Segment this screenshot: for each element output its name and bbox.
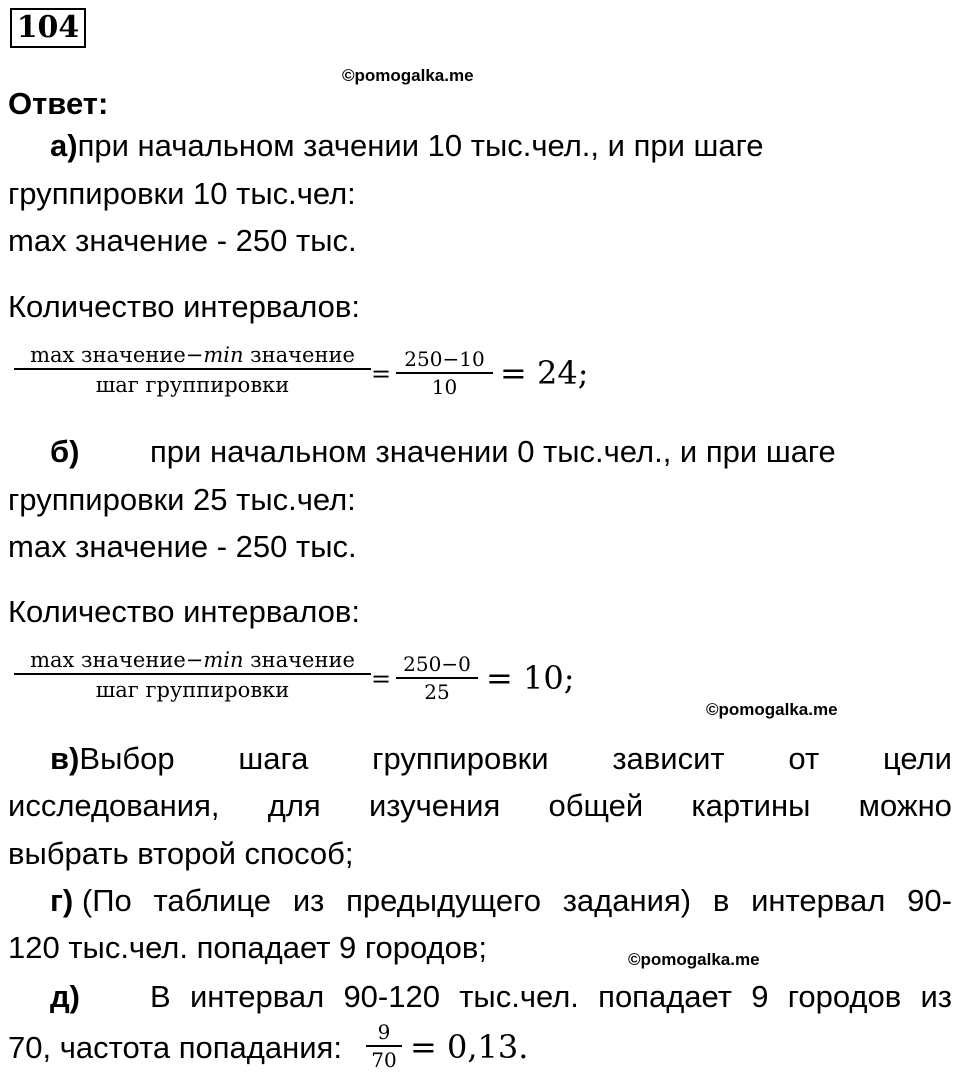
watermark: ©pomogalka.me (628, 950, 760, 969)
part-b-line3: max значение - 250 тыс. (8, 529, 357, 564)
part-d-line1: В интервал 90-120 тыс.чел. попадает 9 городов из (150, 979, 952, 1014)
part-d-frac-denominator: 70 (371, 1048, 397, 1072)
part-d-result: = 0,13. (410, 1028, 529, 1066)
part-b-marker: б) (50, 434, 80, 469)
part-b-frac2-numerator: 250−0 (403, 652, 471, 676)
part-b-frac2-denominator: 25 (424, 680, 450, 704)
part-b-formula-denominator: шаг группировки (95, 678, 290, 702)
part-a-line1 (50, 128, 764, 164)
part-a-formula-fraction2 (396, 346, 493, 400)
watermark: ©pomogalka.me (706, 700, 838, 719)
part-d-frac-numerator: 9 (377, 1020, 391, 1044)
part-v-marker: в) (50, 741, 80, 776)
part-g-marker: г) (50, 883, 74, 918)
part-g-line1: г) (По таблице из предыдущего задания) в интервал 90- (50, 883, 952, 918)
part-a-marker: а) (50, 128, 78, 163)
answer-label: Ответ: (8, 86, 109, 121)
part-b-formula-result: = 10; (486, 659, 575, 697)
part-a-intervals-label: Количество интервалов: (8, 289, 360, 324)
part-a-formula-fraction (14, 342, 371, 400)
part-d-marker: д) (50, 979, 81, 1014)
part-a-formula-numerator: max значение−min значение (30, 343, 355, 367)
watermark: ©pomogalka.me (342, 66, 474, 85)
part-d-line2: 70, частота попадания: (8, 1030, 342, 1065)
part-b-line1: при начальном значении 0 тыс.чел., и при шаге (150, 434, 836, 469)
part-a-frac2-numerator: 250−10 (404, 347, 485, 371)
part-a-formula-eq: = (371, 360, 392, 388)
part-a-line2: группировки 10 тыс.чел: (8, 176, 356, 211)
part-v-line1: в)Выбор шага группировки зависит от цели (50, 741, 952, 776)
part-a-formula-denominator: шаг группировки (95, 373, 290, 397)
part-g-line2: 120 тыс.чел. попадает 9 городов; (8, 930, 487, 965)
task-number: 104 (10, 8, 86, 48)
part-b-formula-eq: = (371, 665, 392, 693)
part-a-formula-result: = 24; (500, 354, 589, 392)
part-b-formula-fraction2 (396, 651, 478, 705)
part-b-intervals-label: Количество интервалов: (8, 594, 360, 629)
part-a-line3: max значение - 250 тыс. (8, 223, 357, 258)
part-a-text: при начальном зачении 10 тыс.чел., и при шаге (77, 128, 764, 163)
part-v-line2: исследования, для изучения общей картины можно (8, 788, 952, 823)
part-a-frac2-denominator: 10 (431, 375, 458, 399)
part-d-fraction (366, 1019, 402, 1073)
part-v-line3: выбрать второй способ; (8, 836, 354, 871)
part-b-formula-fraction (14, 647, 371, 705)
part-b-formula-numerator: max значение−min значение (30, 648, 355, 672)
part-b-line2: группировки 25 тыс.чел: (8, 482, 356, 517)
